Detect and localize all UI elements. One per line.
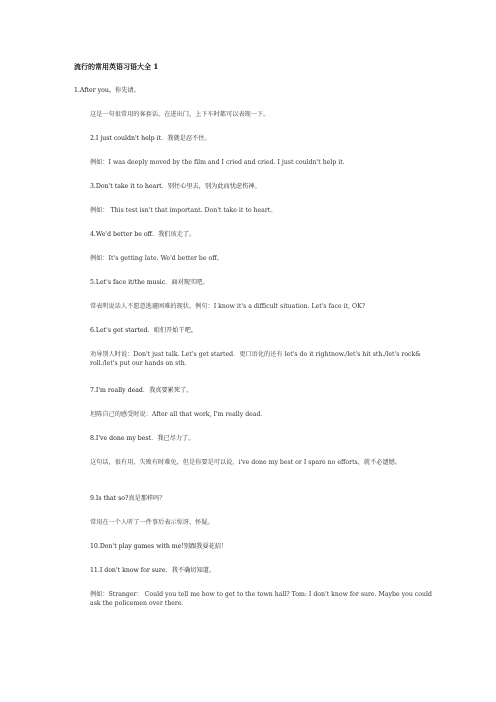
idiom-8: 8.I've done my best．我已尽力了。 <box>90 435 195 442</box>
idiom-3-example: 例如： This test isn't that important. Don't take it to heart。 <box>90 207 277 214</box>
document-title: 流行的常用英语习语大全 1 <box>74 62 159 71</box>
idiom-11: 11.I don't know for sure．我不确切知道。 <box>90 567 216 574</box>
idiom-2: 2.I just couldn't help it．我就是忍不住。 <box>90 135 211 142</box>
idiom-7: 7.I'm really dead．我真要累死了。 <box>90 387 193 394</box>
idiom-4: 4.We'd better be off．我们该走了。 <box>90 231 196 238</box>
idiom-7-explanation: 坦陈自己的感受时说：After all that work, I'm really dead． <box>90 411 267 418</box>
idiom-2-example: 例如：I was deeply moved by the film and I cried and cried. I just couldn't help it． <box>90 159 349 166</box>
idiom-1-explanation: 这是一句很常用的客套话，在进出门，上下车时都可以表现一下。 <box>90 111 270 118</box>
idiom-10: 10.Don't play games with me!别跟我耍花招！ <box>90 543 228 550</box>
idiom-8-explanation: 这句话，很有用，失败有时难免，但是你要是可以说，i've done my best or I spare no efforts，就不必遗憾。 <box>90 459 402 466</box>
idiom-11-example: 例如：Stranger： Could you tell me how to get to the town hall? Tom: I don't know for sure. Maybe you could ask the policemen over there． <box>90 591 432 607</box>
idiom-5-explanation: 常表明说话人不愿意逃避困难的现状。例句：I know it's a difficult situation. Let's face it, OK? <box>90 303 366 310</box>
idiom-6-explanation: 劝导别人时说：Don't just talk. Let's get started．更口语化的还有 let's do it rightnow./let's hit sth./let's rock& roll./let's put our hands on sth． <box>90 351 421 367</box>
idiom-6: 6.Let's get started．咱们开始干吧。 <box>90 327 197 334</box>
idiom-9-explanation: 常用在一个人听了一件事后表示惊讶、怀疑。 <box>90 519 214 526</box>
idiom-5: 5.Let's face it/the music．面对现实吧。 <box>90 279 209 286</box>
idiom-3: 3.Don't take it to heart．别往心里去，别为此而忧虑伤神。 <box>90 183 261 190</box>
idiom-9: 9.Is that so?真是那样吗？ <box>90 495 166 502</box>
idiom-1: 1.After you。你先请。 <box>74 87 140 94</box>
idiom-4-example: 例如：It's getting late. We'd better be off。 <box>90 255 223 262</box>
